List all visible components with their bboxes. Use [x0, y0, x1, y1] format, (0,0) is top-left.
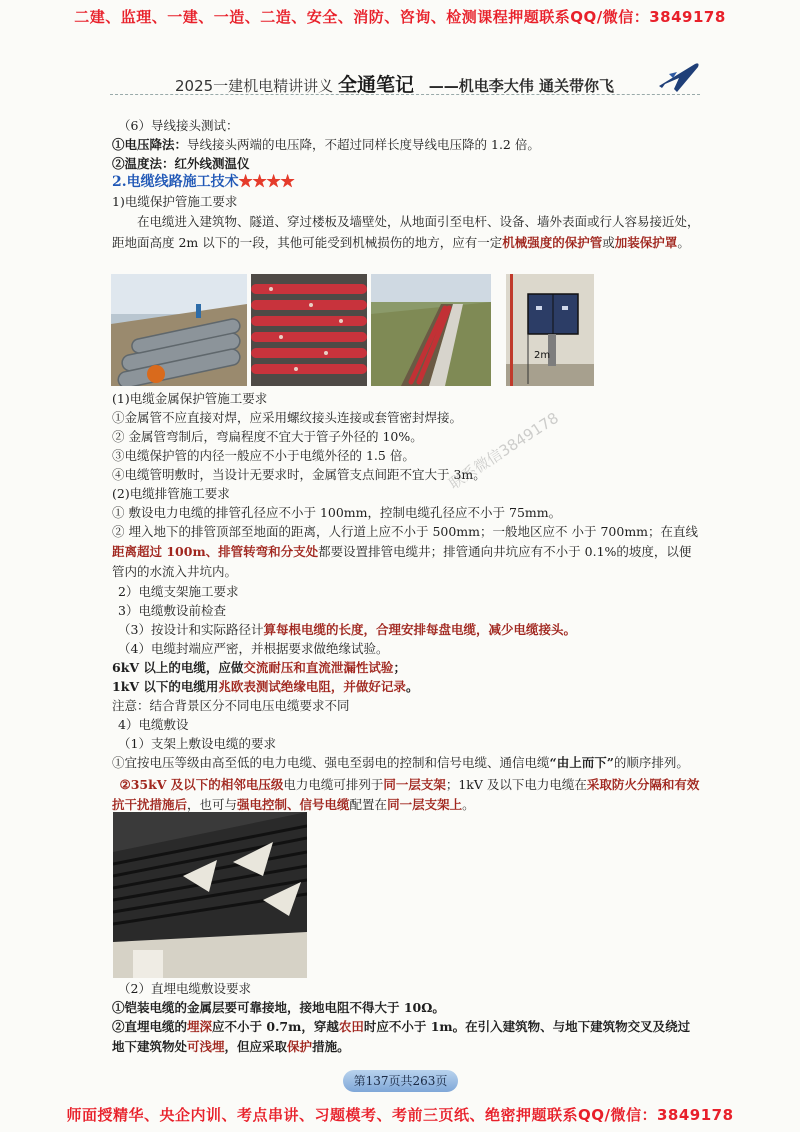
- header-divider: [110, 94, 700, 95]
- text-line: （6）导线接头测试：: [118, 118, 239, 133]
- term: ①电压降法：: [112, 137, 188, 152]
- text: ；1kV 及以下电力电缆在: [445, 777, 587, 792]
- text: ② 埋入地下的排管顶部至地面的距离，人行道上应不小于 500mm；一般地区应不 小于 700mm；在直线: [112, 524, 699, 539]
- page-content-bottom: [112, 979, 702, 1057]
- text: 在电缆进入建筑物、隧道、穿过楼板及墙壁处，从地面引至电杆、设备、墙外表面或行人容易接近处，距地面高度 2m 以下的一段，其他可能受到机械损伤的地方，应有一定: [112, 214, 700, 250]
- top-banner: 二建、监理、一建、一造、二造、安全、消防、咨询、检测课程押题联系QQ/微信：3849178: [74, 8, 726, 26]
- text-line: ③电缆保护管的内径一般应不小于电缆外径的 1.5 倍。: [112, 448, 415, 463]
- bottom-banner: 师面授精华、央企内训、考点串讲、习题模考、考前三页纸、绝密押题联系QQ/微信：3849178: [66, 1106, 734, 1124]
- paragraph: [112, 522, 702, 582]
- emphasis: 兆欧表测试绝缘电阻，并做好记录: [218, 679, 406, 694]
- watermark: 联系微信3849178: [445, 408, 562, 494]
- subheading: (1)电缆金属保护管施工要求: [112, 391, 268, 406]
- text: ②直埋电缆的: [112, 1019, 188, 1034]
- text: 1kV 以下的电缆用: [112, 679, 219, 694]
- header-main-title: 全通笔记: [337, 74, 414, 96]
- text-line: [112, 154, 702, 173]
- text-line: ② 金属管弯制后，弯扁程度不宜大于管子外径的 10%。: [112, 429, 423, 444]
- text: ，也可与: [187, 797, 238, 812]
- emphasis: 机械强度的保护管: [502, 235, 603, 250]
- emphasis: ②35kV 及以下的: [119, 777, 221, 792]
- page-header: [0, 60, 800, 100]
- subheading: 4）电缆敷设: [118, 717, 189, 732]
- text: ①宜按电压等级由高至低的电力电缆、强电至弱电的控制和信号电缆、通信电缆: [112, 755, 550, 770]
- section-heading: [112, 173, 702, 192]
- header-prefix: 2025一建机电精讲讲义: [175, 77, 334, 95]
- text: 导线接头两端的电压降，不超过同样长度导线电压降的 1.2 倍。: [187, 137, 540, 152]
- text: ；: [393, 660, 406, 675]
- subheading: 1)电缆保护管施工要求: [112, 194, 238, 209]
- page-number: 第137页共263页: [343, 1070, 458, 1092]
- text: 红外线测温仪: [174, 156, 250, 171]
- paragraph: [112, 753, 702, 773]
- paragraph: [112, 211, 702, 253]
- page-content: [112, 116, 702, 253]
- text: 。: [462, 797, 475, 812]
- text-line: （4）电缆封端应严密，并根据要求做绝缘试验。: [118, 641, 389, 656]
- subheading: 3）电缆敷设前检查: [118, 603, 226, 618]
- text: 应不小于 0.7m，穿越: [212, 1019, 339, 1034]
- emphasis: 农田: [338, 1019, 364, 1034]
- text: ①铠装电缆的金属层要可靠接地，接地电阻不得大于 10Ω。: [112, 1000, 445, 1015]
- emphasis: 埋深: [187, 1019, 213, 1034]
- text: 配置在: [349, 797, 388, 812]
- text: 6kV 以上的电缆，应做: [112, 660, 244, 675]
- emphasis: 算每根电缆的长度，合理安排每盘电缆，减少电缆接头。: [263, 622, 576, 637]
- emphasis: 相邻电压级: [220, 777, 284, 792]
- text-line: ①金属管不应直接对焊，应采用螺纹接头连接或套管密封焊接。: [112, 410, 463, 425]
- text: ，但应采取: [224, 1039, 288, 1054]
- subheading: （1）支架上敷设电缆的要求: [118, 736, 276, 751]
- photo-height-label: 2m: [534, 350, 551, 361]
- section-title: 2.电缆线路施工技术: [112, 174, 239, 190]
- emphasis: 可浅埋: [187, 1039, 225, 1054]
- text-line: [112, 135, 702, 154]
- emphasis: 交流耐压和直流泄漏性试验: [243, 660, 394, 675]
- term: ②温度法：: [112, 156, 175, 171]
- text-line: [112, 998, 702, 1017]
- text-line: ① 敷设电力电缆的排管孔径应不小于 100mm，控制电缆孔径应不小于 75mm。: [112, 505, 562, 520]
- text: （3）按设计和实际路径计: [118, 622, 264, 637]
- emphasis: 同一层支架: [383, 777, 446, 792]
- emphasis: “由上而下”: [549, 755, 614, 770]
- emphasis: 距离超过 100m、排管转弯和分支处: [112, 544, 319, 559]
- photo-red-conduits: [251, 274, 367, 386]
- emphasis: 采取防火分隔和有效抗干扰措施后: [112, 777, 700, 812]
- star-rating: ★★★★: [238, 174, 295, 190]
- subheading: (2)电缆排管施工要求: [112, 486, 230, 501]
- text: 电力电缆可排列于: [283, 777, 384, 792]
- paragraph: [112, 775, 702, 815]
- emphasis: 保护: [287, 1039, 313, 1054]
- emphasis: 同一层支架上: [387, 797, 463, 812]
- text-line: [112, 658, 702, 677]
- text: 时应不小于 1m。在引入建筑物、与地下建筑物交叉及绕过地下建筑物处: [112, 1019, 691, 1054]
- header-tagline: ——机电李大伟 通关带你飞: [428, 77, 614, 95]
- text: 都要设置排管电缆井；排管通向井坑应有不小于 0.1%的坡度，以便管内的水流入井坑内。: [112, 544, 692, 579]
- paragraph: [112, 1017, 702, 1057]
- text-line: ④电缆管明敷时，当设计无要求时，金属管支点间距不宜大于 3m。: [112, 467, 486, 482]
- text-line: [112, 620, 702, 639]
- text: 。: [677, 235, 690, 250]
- subheading: 2）电缆支架施工要求: [118, 584, 239, 599]
- photo-cabinet-2m: [506, 274, 594, 386]
- emphasis: 强电控制、信号电缆: [237, 797, 350, 812]
- note-line: 注意：结合背景区分不同电压电缆要求不同: [112, 698, 350, 713]
- text-line: [112, 677, 702, 696]
- emphasis: 加装保护罩: [614, 235, 678, 250]
- text: 的顺序排列。: [613, 755, 689, 770]
- page-content-continued: [112, 389, 702, 815]
- airplane-icon: [655, 56, 701, 96]
- header-title: [175, 70, 614, 97]
- subheading: （2）直埋电缆敷设要求: [118, 981, 251, 996]
- photo-trench-conduits: [371, 274, 491, 386]
- text: 或: [602, 235, 615, 250]
- text: 措施。: [312, 1039, 350, 1054]
- text: 。: [405, 679, 419, 694]
- photo-concrete-pipes: [111, 274, 247, 386]
- photo-cable-tray: [113, 812, 307, 978]
